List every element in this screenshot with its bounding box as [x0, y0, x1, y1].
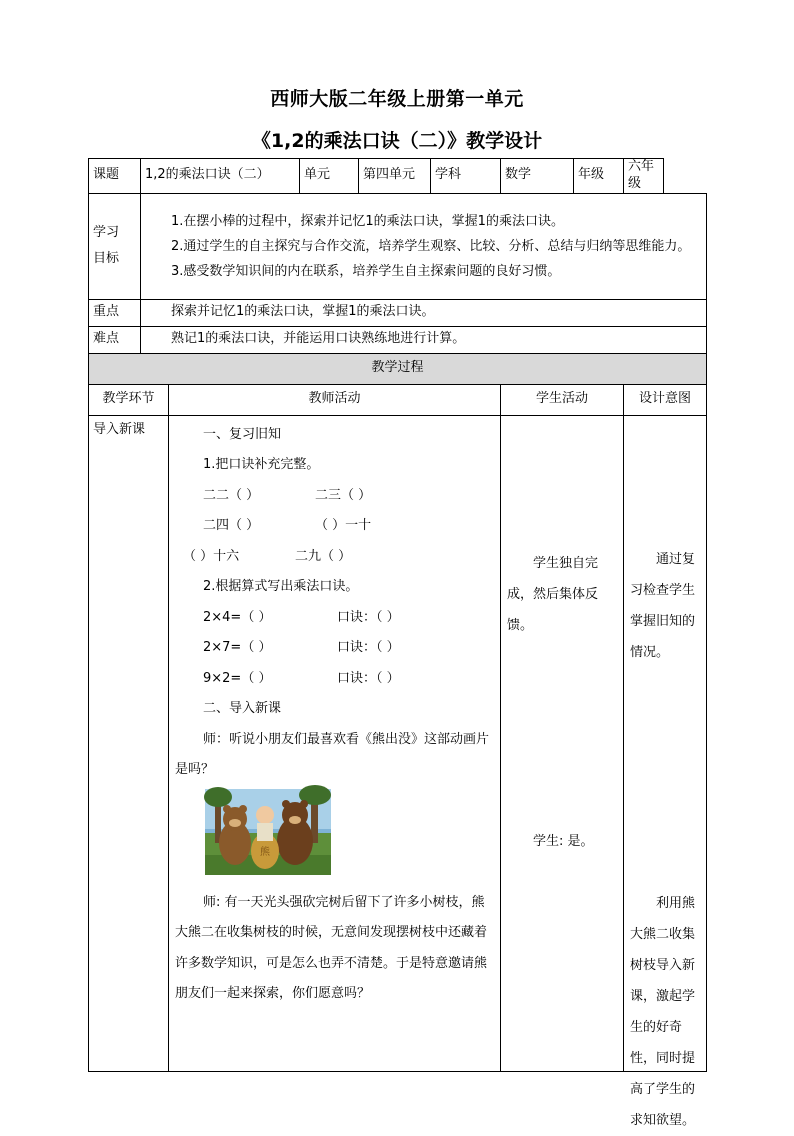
- goal-item: 3.感受数学知识间的内在联系，培养学生自主探索问题的良好习惯。: [171, 263, 561, 279]
- key-point-row: [89, 299, 707, 326]
- design-intent-1: 通过复习检查学生掌握旧知的情况。: [630, 551, 696, 660]
- unit-value: 第四单元: [359, 159, 431, 194]
- grade-label: 年级: [574, 159, 624, 194]
- info-row: [89, 159, 707, 194]
- svg-text:熊: 熊: [260, 846, 270, 858]
- topic-label: 课题: [89, 159, 141, 194]
- story-paragraph: 师: 有一天光头强砍完树后留下了许多小树枝，熊大熊二在收集树枝的时候，无意间发现摆树枝中还藏着许多数学知识，可是怎么也弄不清楚。于是特意邀请熊朋友们一起来探索，你们愿意吗？: [175, 894, 488, 1002]
- fill-row-c: （ ）十六 二九（ ）: [183, 548, 352, 564]
- column-header-row: [89, 384, 707, 415]
- process-header: 教学过程: [89, 353, 707, 384]
- key-point-text: 探索并记忆1的乘法口诀，掌握1的乘法口诀。: [141, 299, 707, 326]
- teacher-question: 师：听说小朋友们最喜欢看《熊出没》这部动画片是吗？: [175, 731, 490, 778]
- fill-row-a: 二二（ ） 二三（ ）: [203, 487, 372, 503]
- student-activity-2: 学生: 是。: [533, 833, 594, 849]
- col-teacher-header: 教师活动: [169, 384, 501, 415]
- intro-row: [89, 415, 707, 1071]
- design-intent-cell: [624, 415, 707, 1128]
- equation-row-2: 2×7=（ ） 口诀：（ ）: [203, 640, 400, 656]
- review-heading: 一、复习旧知: [203, 426, 282, 442]
- unit-label: 单元: [300, 159, 359, 194]
- cartoon-bears-illustration: [205, 789, 331, 875]
- doc-title-line2: 《1,2的乘法口诀（二）》教学设计: [251, 130, 543, 152]
- difficulty-text: 熟记1的乘法口诀，并能运用口诀熟练地进行计算。: [141, 326, 707, 353]
- teacher-activity-cell: [169, 415, 501, 1071]
- stage-cell: 导入新课: [89, 415, 169, 1071]
- equation-row-1: 2×4=（ ） 口诀：（ ）: [203, 609, 400, 625]
- col-stage-header: 教学环节: [89, 384, 169, 415]
- goal-item: 1.在摆小棒的过程中，探索并记忆1的乘法口诀，掌握1的乘法口诀。: [171, 213, 564, 229]
- fill-row-b: 二四（ ） （ ）一十: [203, 518, 372, 534]
- student-activity-cell: [501, 415, 624, 1071]
- key-point-label: 重点: [89, 299, 141, 326]
- subject-value: 数学: [501, 159, 574, 194]
- col-student-header: 学生活动: [501, 384, 624, 415]
- goals-row: [89, 193, 707, 299]
- lesson-plan-table: [88, 158, 707, 1128]
- process-header-row: [89, 353, 707, 384]
- goals-label-line2: 目标: [93, 251, 120, 267]
- student-activity-1: 学生独自完成，然后集体反馈。: [507, 555, 599, 633]
- design-intent-2: 利用熊大熊二收集树枝导入新课，激起学生的好奇性，同时提高了学生的求知欲望。: [630, 895, 696, 1128]
- doc-title-line1: 西师大版二年级上册第一单元: [270, 88, 524, 110]
- task2: 2.根据算式写出乘法口诀。: [203, 579, 359, 595]
- intro-heading: 二、导入新课: [203, 701, 282, 717]
- difficulty-label: 难点: [89, 326, 141, 353]
- equation-row-3: 9×2=（ ） 口诀：（ ）: [203, 670, 400, 686]
- task1: 1.把口诀补充完整。: [203, 457, 320, 473]
- goals-content: [141, 193, 707, 299]
- grade-value: 六年级: [624, 159, 664, 194]
- goals-label-line1: 学习: [93, 225, 120, 241]
- boonie-bears-image: [175, 789, 494, 883]
- subject-label: 学科: [431, 159, 501, 194]
- goals-label: [89, 193, 141, 299]
- difficulty-row: [89, 326, 707, 353]
- topic-value: 1,2的乘法口诀（二）: [141, 159, 300, 194]
- goal-item: 2.通过学生的自主探究与合作交流，培养学生观察、比较、分析、总结与归纳等思维能力。: [171, 238, 691, 254]
- col-intent-header: 设计意图: [624, 384, 707, 415]
